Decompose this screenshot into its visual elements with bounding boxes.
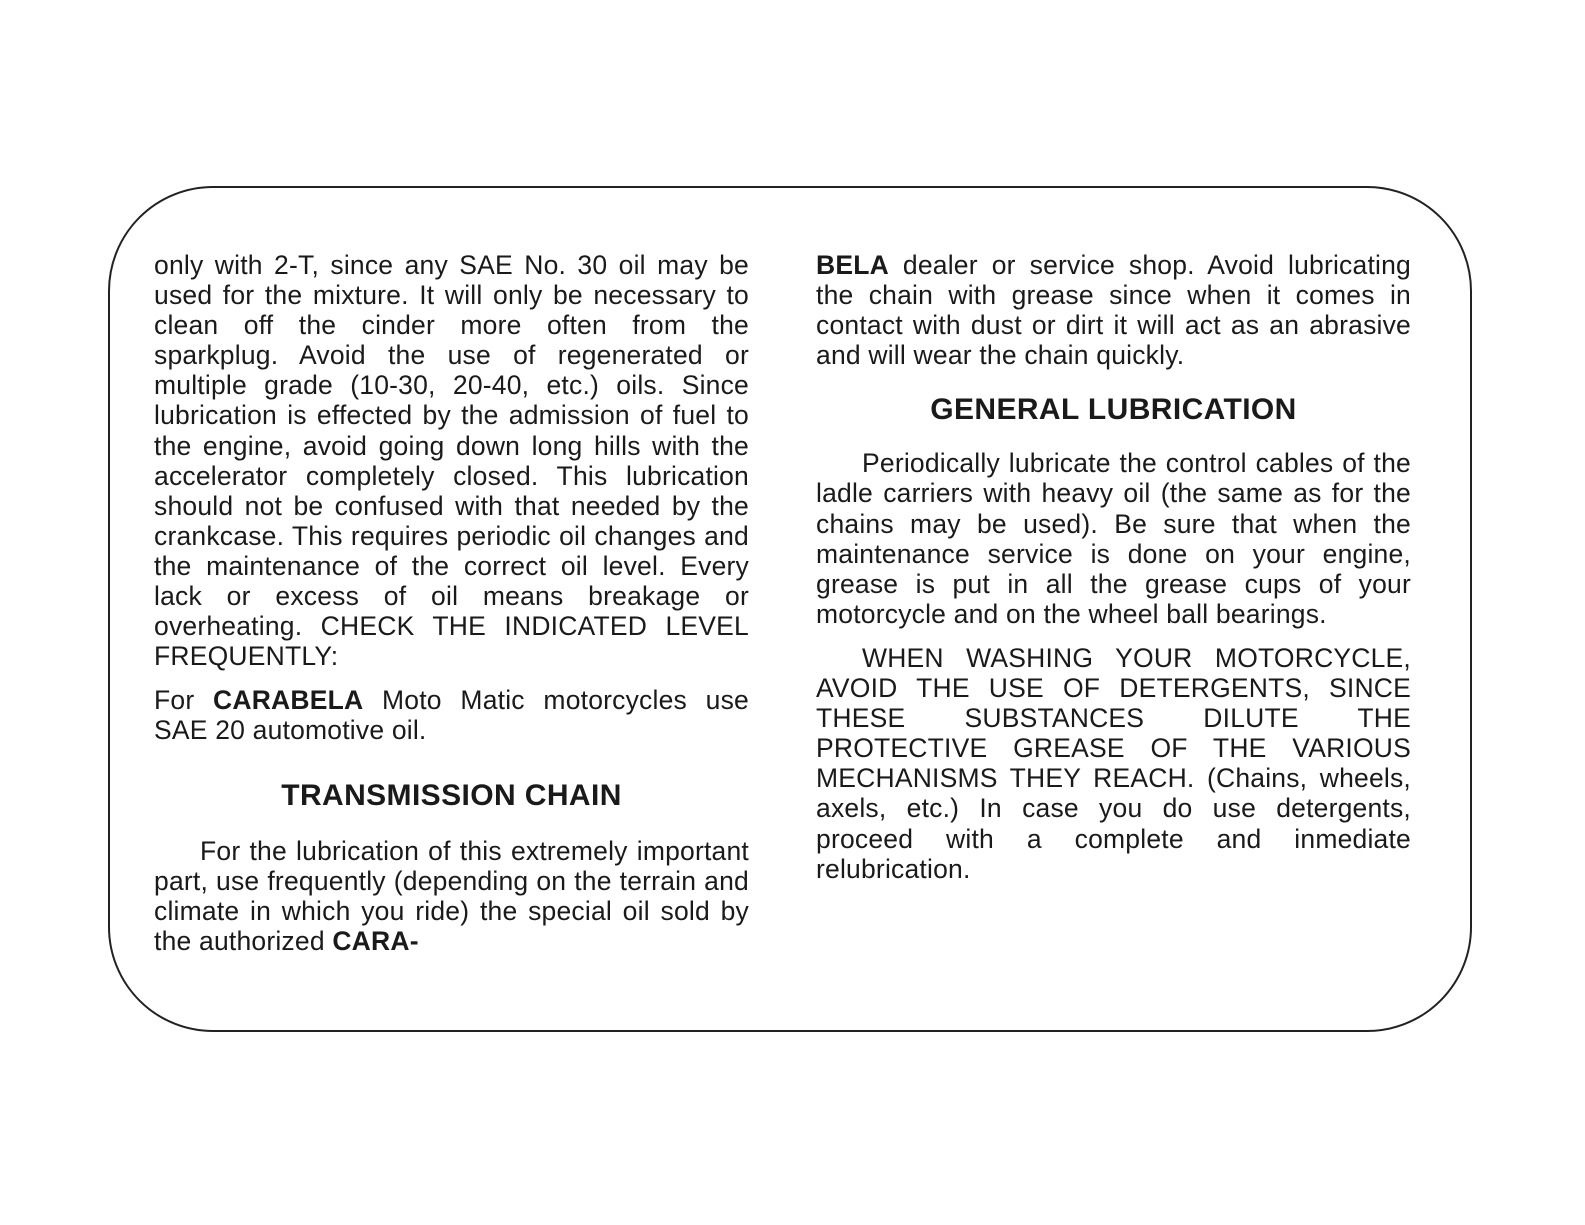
right-column <box>816 250 1411 884</box>
cables-lubrication-paragraph: Periodically lubricate the control cables of the ladle carriers with heavy oil (the same as for the chains may be used). Be sure that when the maintenance service is done on your engine, grease is put in all the grease cups of your motorcycle and on the wheel ball bearings. <box>816 448 1411 629</box>
transmission-chain-heading: TRANSMISSION CHAIN <box>281 778 622 812</box>
left-column <box>154 250 749 956</box>
paragraph-text: Moto Matic motorcycles use SAE 20 automotive oil. <box>154 685 749 746</box>
chain-lubrication-paragraph <box>154 836 749 956</box>
paragraph-text: dealer or service shop. Avoid lubricating the chain with grease since when it comes in contact with dust or dirt it will act as an abrasive and will wear the chain quickly. <box>816 250 1411 371</box>
general-lubrication-heading: GENERAL LUBRICATION <box>930 393 1297 427</box>
brand-name: BELA <box>816 250 889 280</box>
brand-name: CARABELA <box>213 685 364 716</box>
washing-warning-paragraph: WHEN WASHING YOUR MOTORCYCLE, AVOID THE USE OF DETERGENTS, SINCE THESE SUBSTANCES DILUTE THE PROTECTIVE GREASE OF THE VARIOUS MECHANISMS THEY REACH. (Chains, wheels, axels, etc.) In case you do use detergents, proceed with a complete and inmediate relubrication. <box>816 642 1411 884</box>
brand-name: CARA- <box>332 925 419 956</box>
paragraph-text: For the lubrication of this extremely important part, use frequently (depending on the terrain and climate in which you ride) the special oil sold by the authorized <box>154 835 749 956</box>
oil-mixture-paragraph: only with 2-T, since any SAE No. 30 oil may be used for the mixture. It will only be necessary to clean off the cinder more often from the sparkplug. Avoid the use of regenerated or multiple grade (10-30, 20-40, etc.) oils. Since lubrication is effected by the admission of fuel to the engine, avoid going down long hills with the accelerator completely closed. This lubrication should not be confused with that needed by the crankcase. This requires periodic oil changes and the maintenance of the correct oil level. Every lack or excess of oil means breakage or overheating. CHECK THE INDICATED LEVEL FREQUENTLY: <box>154 250 749 672</box>
dealer-paragraph <box>816 250 1411 370</box>
paragraph-text: For <box>154 685 195 716</box>
carabela-oil-paragraph <box>154 685 749 745</box>
